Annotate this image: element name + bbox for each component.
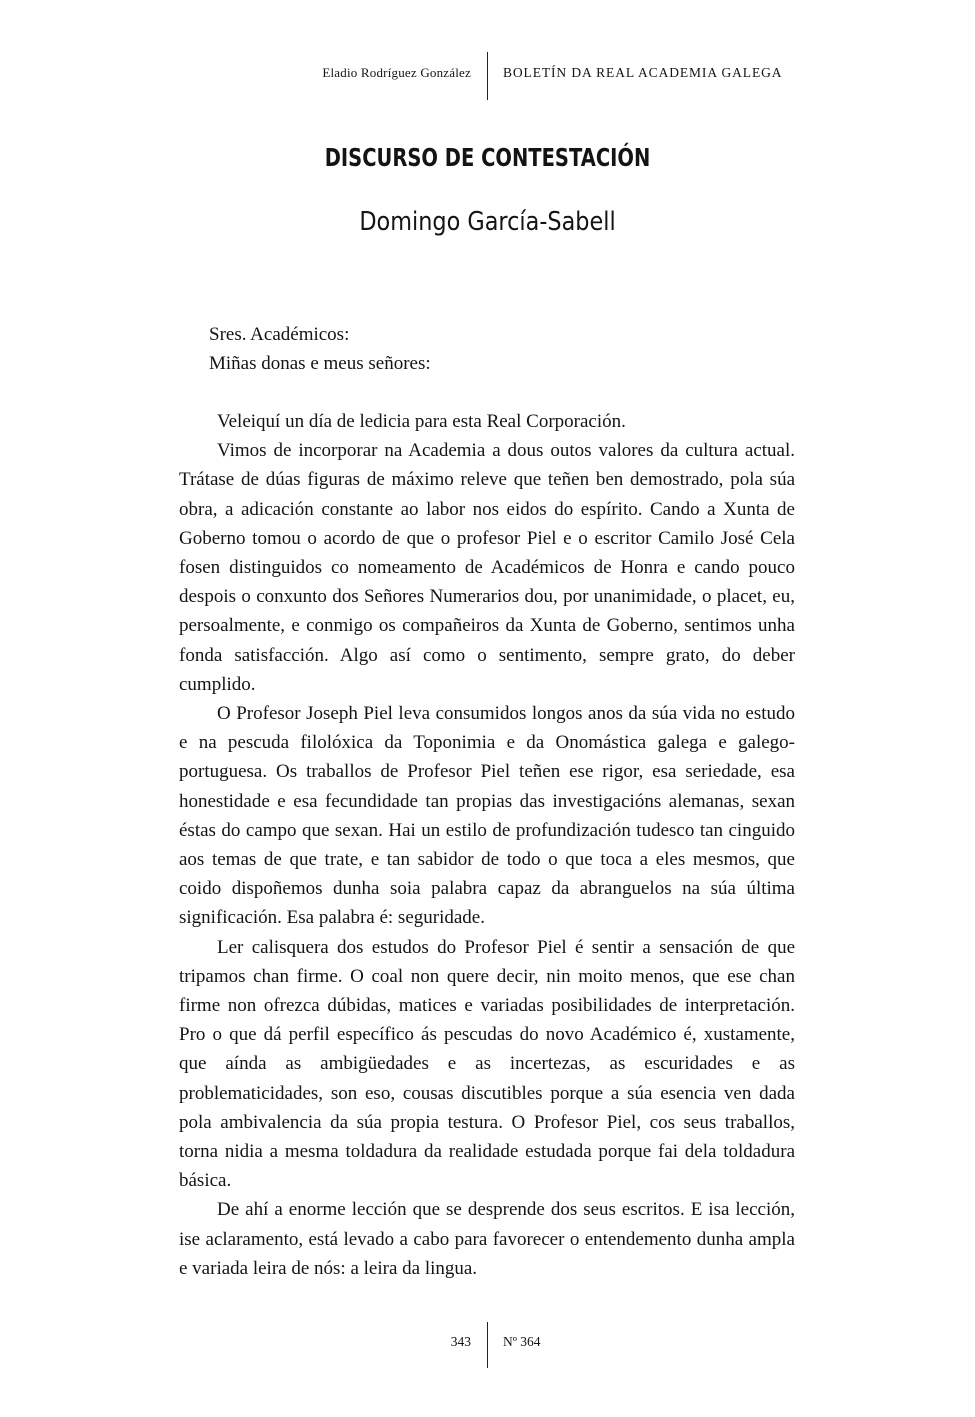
paragraph: De ahí a enorme lección que se desprende dos seus escritos. E isa lección, ise aclaramento, está levado a cabo para favorecer o entendemento dunha ampla e variada leira de nós: a leira da lingua. [179, 1199, 795, 1279]
paragraph: Veleiquí un día de ledicia para esta Real Corporación. [217, 411, 626, 432]
footer-divider [487, 1322, 488, 1368]
paragraph: Ler calisquera dos estudos do Profesor Piel é sentir a sensación de que tripamos chan firme. O coal non quere decir, nin moito menos, que ese chan firme non ofrezca dúbidas, matices e variadas posibilidades de interpretación. Pro o que dá perfil específico ás pescudas do novo Académico é, xustamente, que aínda as ambigüedades e as incertezas, as escuridades e as problematicidades, son eso, cousas discutibles porque a súa esencia ven dada pola ambivalencia da súa propia testura. O Profesor Piel, cos seus traballos, torna nidia a mesma toldadura da realidade estudada porque fai dela toldadura básica. [179, 936, 795, 1192]
salutation-line: Miñas donas e meus señores: [209, 353, 431, 374]
article-title: DISCURSO DE CONTESTACIÓN [324, 143, 651, 172]
page-footer [0, 1322, 975, 1368]
running-header [0, 52, 975, 100]
header-journal: BOLETÍN DA REAL ACADEMIA GALEGA [503, 65, 783, 80]
page-number: 343 [450, 1334, 471, 1349]
header-divider [487, 52, 488, 100]
paragraph: O Profesor Joseph Piel leva consumidos longos anos da súa vida no estudo e na pescuda filolóxica da Toponimia e da Onomástica galega e galego-portuguesa. Os traballos de Profesor Piel teñen ese rigor, esa seriedade, esa honestidade e esa fecundidade tan propias das investigacións alemanas, sexan éstas do campo que sexan. Hai un estilo de profundización tudesco tan cinguido aos temas de que trate, e tan sabidor de todo o que toca a eles mesmos, que coido dispoñemos dunha soia palabra capaz da abranguelos na súa última significación. Esa palabra é: seguridade. [179, 703, 795, 929]
article-speaker: Domingo García-Sabell [359, 207, 616, 237]
paragraph: Vimos de incorporar na Academia a dous outos valores da cultura actual. Trátase de dúas figuras de máximo releve que teñen ben demostrado, pola súa obra, a adicación constante ao labor nos eidos do espírito. Cando a Xunta de Goberno tomou o acordo de que o profesor Piel e o escritor Camilo José Cela fosen distinguidos co nomeamento de Académicos de Honra e cando pouco despois o conxunto dos Señores Numerarios dou, por unanimidade, o placet, eu, persoalmente, e conmigo os compañeiros da Xunta de Goberno, sentimos unha fonda satisfacción. Algo así como o sentimento, sempre grato, do deber cumplido. [179, 440, 795, 695]
header-author: Eladio Rodríguez González [322, 65, 471, 80]
body-text [179, 407, 795, 1283]
salutation-line: Sres. Académicos: [209, 324, 350, 345]
salutation [209, 320, 431, 378]
issue-number: Nº 364 [503, 1334, 541, 1349]
